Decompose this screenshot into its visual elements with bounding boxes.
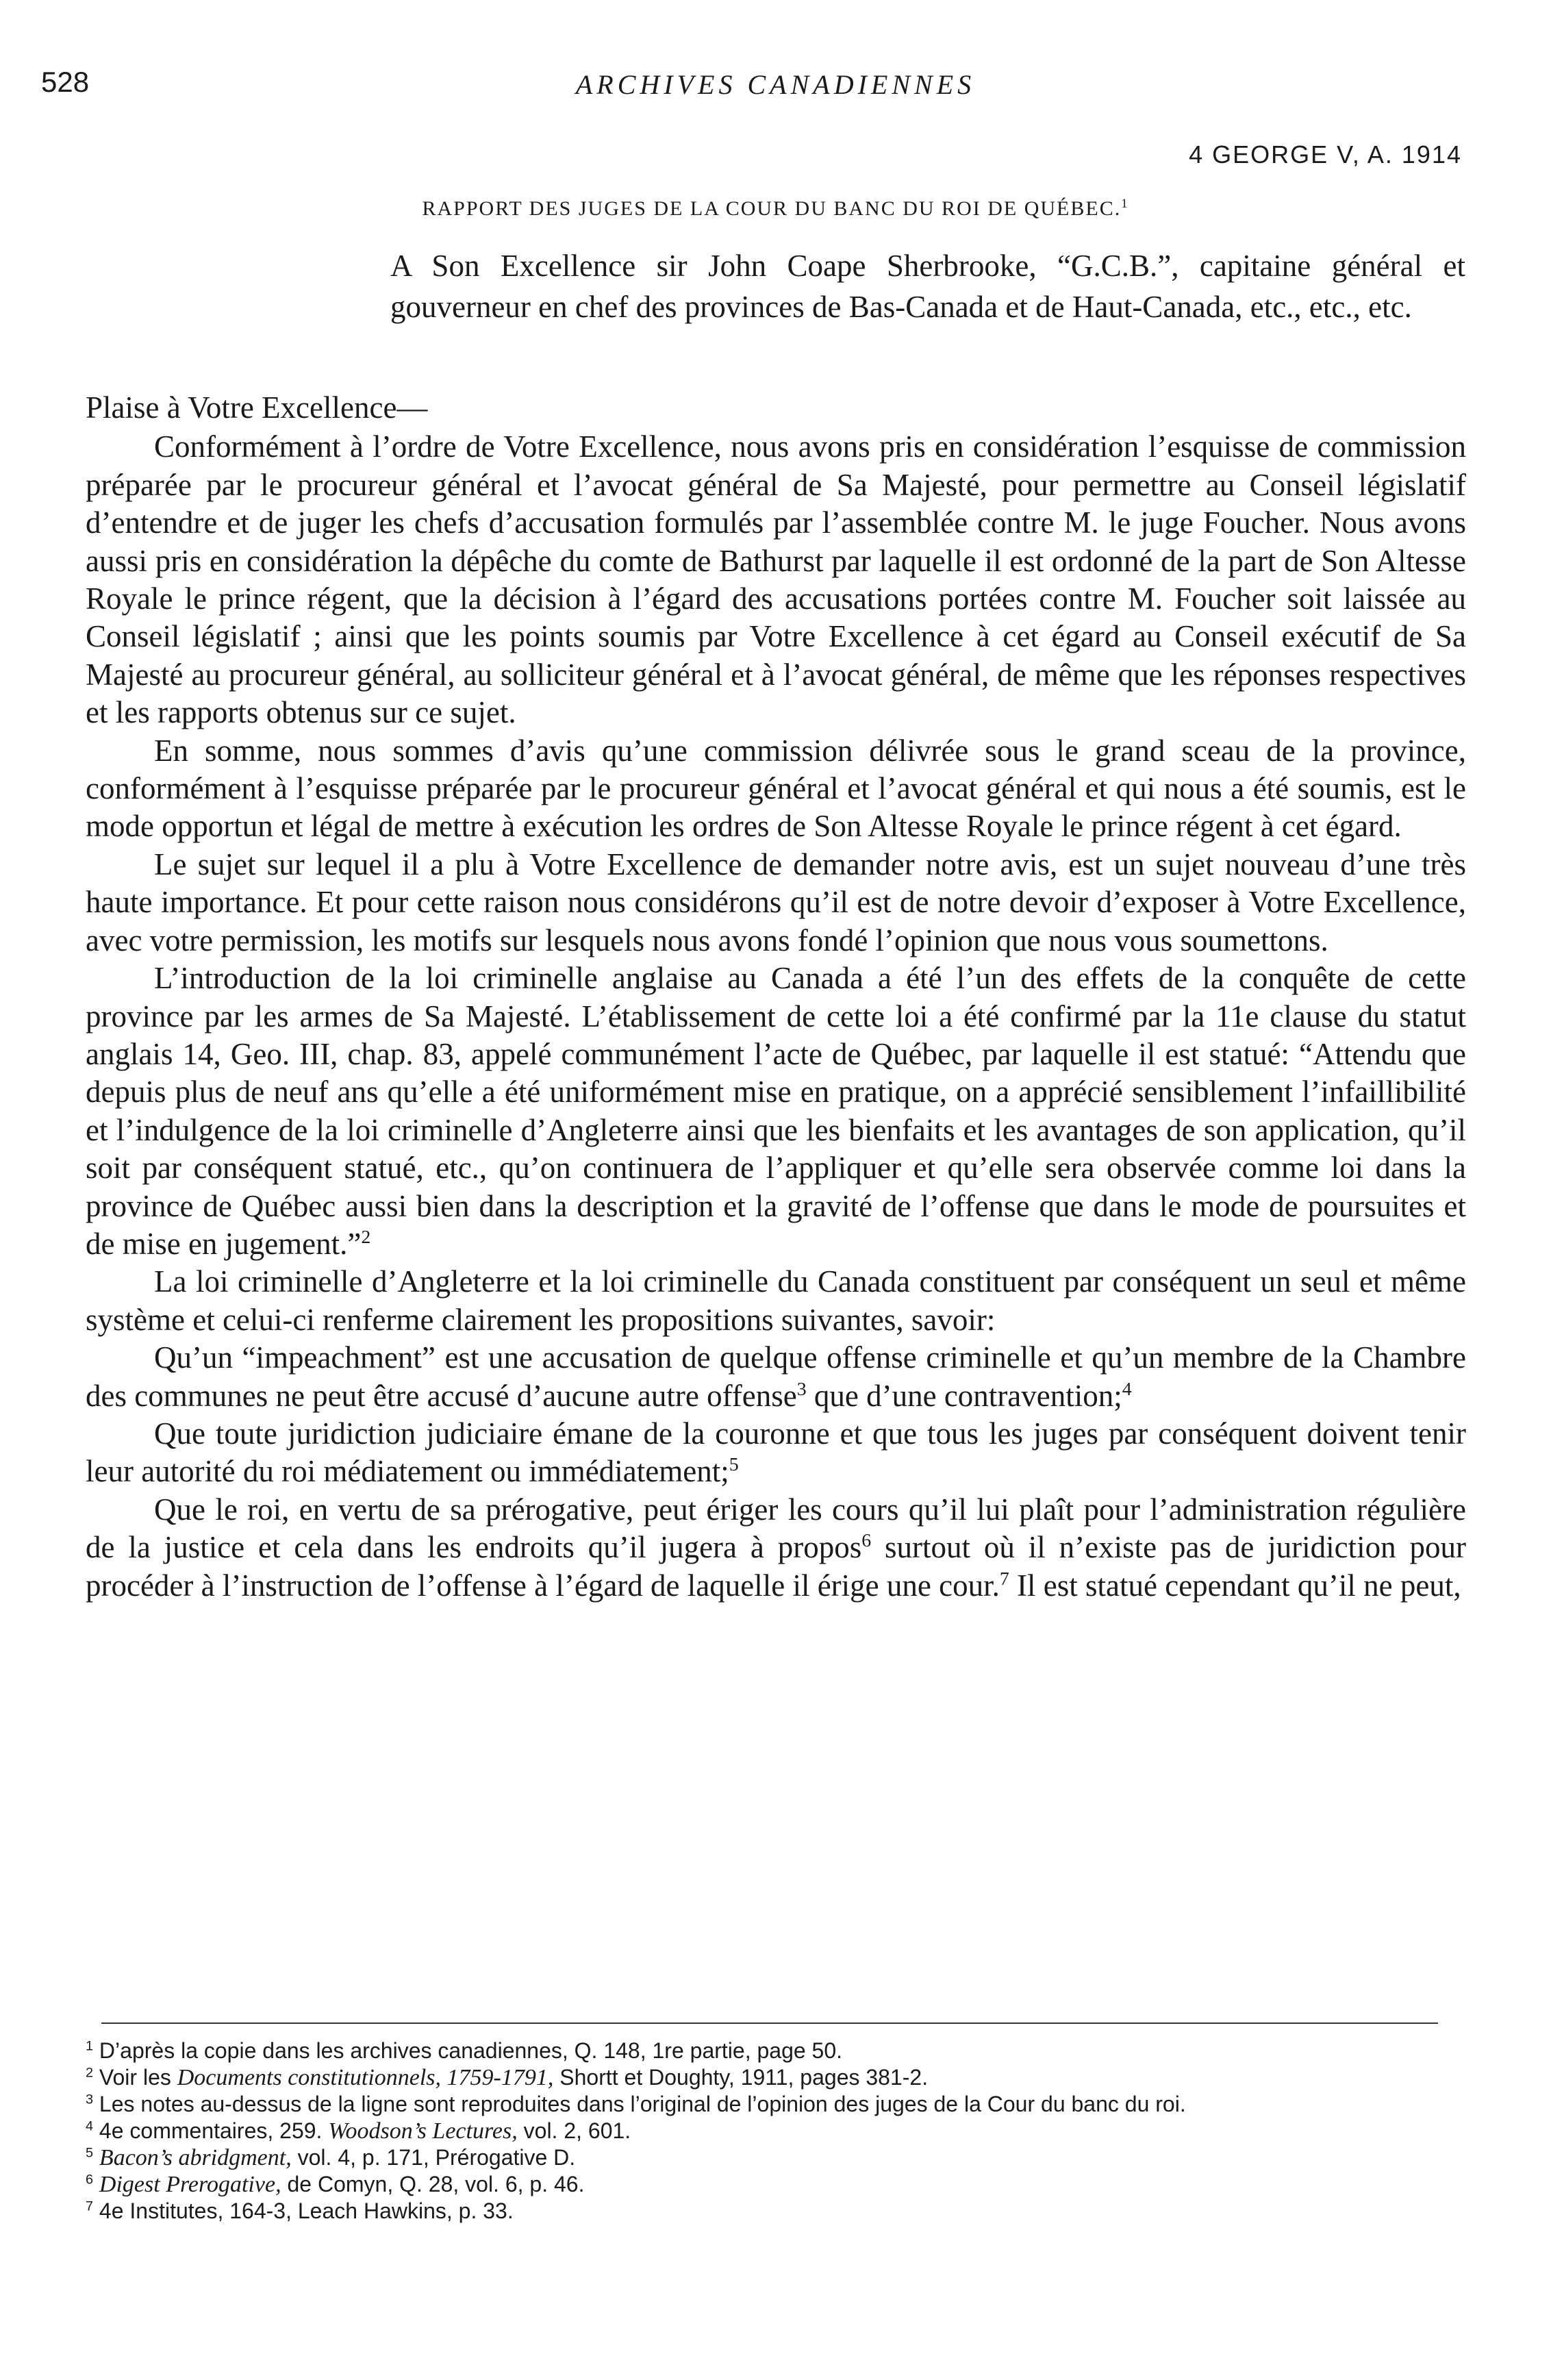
- footnote-text-after: vol. 2, 601.: [517, 2118, 631, 2143]
- footnote-text: Voir les: [99, 2065, 177, 2090]
- footnote: [86, 2198, 1466, 2225]
- running-title: ARCHIVES CANADIENNES: [575, 69, 976, 100]
- footnote: [86, 2171, 1466, 2198]
- footnote-title: Digest Prerogative,: [99, 2172, 281, 2197]
- footnote-text: 4e commentaires, 259.: [99, 2118, 329, 2143]
- footnote-text: 4e Institutes, 164-3, Leach Hawkins, p. 33.: [99, 2199, 514, 2223]
- footnote-ref-6: 6: [861, 1530, 872, 1552]
- report-heading: [0, 197, 1551, 221]
- footnote-ref-1: 1: [1121, 197, 1129, 211]
- footnote-ref-4: 4: [1122, 1378, 1132, 1400]
- page-number: 528: [41, 66, 90, 98]
- paragraph-6-text-a: Qu’un “impeachment” est une accusation de quelque offense criminelle et qu’un membre de la Chambre des communes ne peut être accusé d’aucune autre offense: [86, 1340, 1466, 1413]
- paragraph-4-text: L’introduction de la loi criminelle anglaise au Canada a été l’un des effets de la conquête de cette province par les armes de Sa Majesté. L’établissement de cette loi a été confirmé par la 11e clause du statut anglais 14, Geo. III, chap. 83, appelé communément l’acte de Québec, par laquelle il est statué: “Attendu que depuis plus de neuf ans qu’elle a été uniformément mise en pratique, on a apprécié sensiblement l’infaillibilité et l’indulgence de la loi criminelle d’Angleterre ainsi que les bienfaits et les avantages de son application, qu’il soit par conséquent statué, etc., qu’on continuera de l’appliquer et qu’elle sera observée comme loi dans la province de Québec aussi bien dans la description et la gravité de l’offense que dans le mode de poursuites et de mise en jugement.”: [86, 961, 1466, 1261]
- footnote-number: 3: [86, 2092, 94, 2107]
- paragraph-5: La loi criminelle d’Angleterre et la loi criminelle du Canada constituent par conséquent un seul et même système et celui-ci renferme clairement les propositions suivantes, savoir:: [86, 1264, 1466, 1337]
- footnote-text-after: de Comyn, Q. 28, vol. 6, p. 46.: [281, 2172, 585, 2196]
- footnote-number: 1: [86, 2038, 94, 2054]
- footnote-text-after: Shortt et Doughty, 1911, pages 381-2.: [553, 2065, 929, 2090]
- paragraph-4: [86, 960, 1466, 1263]
- body-text: [86, 389, 1466, 1605]
- address-block: A Son Excellence sir John Coape Sherbrooke, “G.C.B.”, capitaine général et gouverneur en chef des provinces de Bas-Canada et de Haut-Canada, etc., etc., etc.: [390, 249, 1465, 324]
- paragraph-8-text-b: surtout où il n’existe pas de juridiction pour procéder à l’instruction de l’offense à l’égard de laquelle il érige une cour.: [86, 1530, 1466, 1603]
- footnote-ref-2: 2: [361, 1226, 371, 1248]
- footnote-number: 2: [86, 2065, 94, 2081]
- footnote-text: Les notes au-dessus de la ligne sont reproduites dans l’original de l’opinion des juges de la Cour du banc du roi.: [99, 2092, 1186, 2116]
- footnote: [86, 2091, 1466, 2118]
- footnote-number: 6: [86, 2172, 94, 2188]
- session-line: 4 GEORGE V, A. 1914: [1189, 140, 1462, 168]
- footnote-text: D’après la copie dans les archives canadiennes, Q. 148, 1re partie, page 50.: [99, 2038, 843, 2063]
- footnote-title: Woodson’s Lectures,: [328, 2118, 518, 2144]
- footnote-ref-7: 7: [999, 1568, 1009, 1590]
- footnote: [86, 2118, 1466, 2144]
- footnote: [86, 2038, 1466, 2064]
- paragraph-8: [86, 1491, 1466, 1605]
- paragraph-6-text-b: que d’une contravention;: [806, 1378, 1122, 1413]
- paragraph-8-text-c: Il est statué cependant qu’il ne peut,: [1009, 1568, 1461, 1603]
- footnote-text-after: vol. 4, p. 171, Prérogative D.: [291, 2145, 576, 2170]
- footnote-number: 7: [86, 2199, 94, 2214]
- paragraph-2: En somme, nous sommes d’avis qu’une commission délivrée sous le grand sceau de la province, conformément à l’esquisse préparée par le procureur général et l’avocat général et qui nous a été soumis, est le mode opportun et légal de mettre à exécution les ordres de Son Altesse Royale le prince régent à cet égard.: [86, 733, 1466, 844]
- paragraph-7-text: Que toute juridiction judiciaire émane de la couronne et que tous les juges par conséquent doivent tenir leur autorité du roi médiatement ou immédiatement;: [86, 1416, 1466, 1489]
- salutation: Plaise à Votre Excellence—: [86, 390, 428, 425]
- paragraph-3: Le sujet sur lequel il a plu à Votre Excellence de demander notre avis, est un sujet nouveau d’une très haute importance. Et pour cette raison nous considérons qu’il est de notre devoir d’exposer à Votre Excellence, avec votre permission, les motifs sur lesquels nous avons fondé l’opinion que nous vous soumettons.: [86, 847, 1466, 957]
- paragraph-6: [86, 1339, 1466, 1415]
- report-heading-text: RAPPORT DES JUGES DE LA COUR DU BANC DU ROI DE QUÉBEC.: [422, 197, 1122, 220]
- footnote-ref-5: 5: [729, 1454, 739, 1476]
- paragraph-8-text-a: Que le roi, en vertu de sa prérogative, peut ériger les cours qu’il lui plaît pour l’administration régulière de la justice et cela dans les endroits qu’il jugera à propos: [86, 1492, 1466, 1565]
- footnote-divider: [101, 2022, 1438, 2024]
- paragraph-7: [86, 1415, 1466, 1491]
- footnotes: [86, 2038, 1466, 2225]
- footnote-ref-3: 3: [796, 1378, 807, 1400]
- footnote: [86, 2144, 1466, 2171]
- footnote: [86, 2064, 1466, 2091]
- footnote-title: Bacon’s abridgment,: [99, 2145, 292, 2170]
- footnote-title: Documents constitutionnels, 1759-1791,: [177, 2065, 554, 2090]
- footnote-number: 5: [86, 2145, 94, 2161]
- footnote-number: 4: [86, 2118, 94, 2134]
- paragraph-1: Conformément à l’ordre de Votre Excellence, nous avons pris en considération l’esquisse de commission préparée par le procureur général et l’avocat général de Sa Majesté, pour permettre au Conseil législatif d’entendre et de juger les chefs d’accusation formulés par l’assemblée contre M. le juge Foucher. Nous avons aussi pris en considération la dépêche du comte de Bathurst par laquelle il est ordonné de la part de Son Altesse Royale le prince régent, que la décision à l’égard des accusations portées contre M. Foucher soit laissée au Conseil législatif ; ainsi que les points soumis par Votre Excellence à cet égard au Conseil exécutif de Sa Majesté au procureur général, au solliciteur général et à l’avocat général, de même que les réponses respectives et les rapports obtenus sur ce sujet.: [86, 429, 1466, 730]
